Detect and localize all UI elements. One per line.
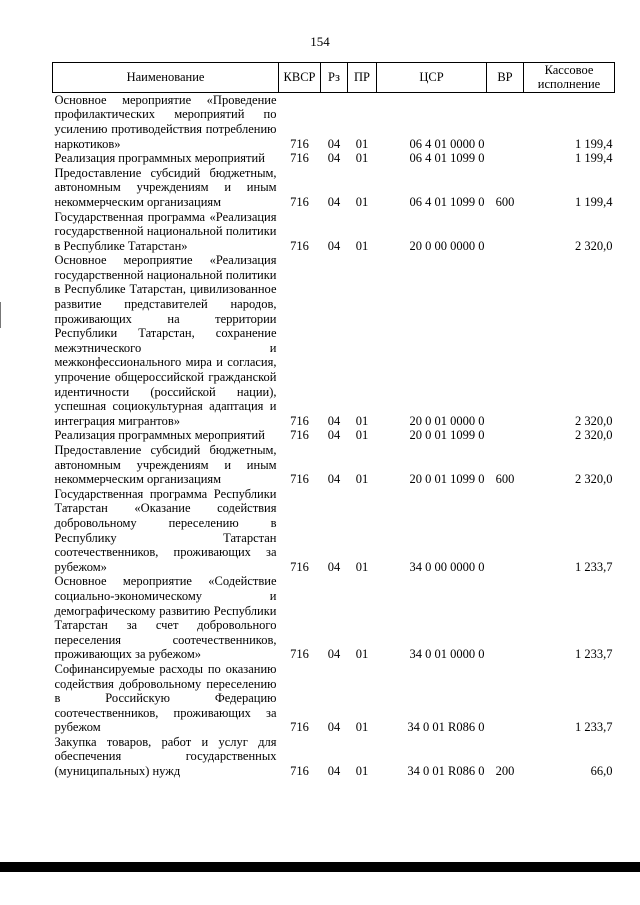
table-row [53, 487, 615, 575]
table-header [53, 63, 615, 93]
row-vr [487, 428, 524, 443]
row-kvsr: 716 [290, 194, 309, 209]
row-pr: 01 [355, 136, 369, 151]
row-rz: 04 [327, 472, 341, 487]
row-kvsr: 716 [290, 428, 309, 443]
row-rz: 04 [327, 136, 341, 151]
row-name: Основное мероприятие «Реализация государственной национальной политики в Республике Татарстан, цивилизованное развитие представителей народов, проживающих на территории Республики Татарстан, сохранение межэтнического и межконфессионального мира и согласия, упрочение общероссийской гражданской идентичности (российской нации), успешная социокультурная адаптация и интеграция мигрантов» [54, 253, 277, 428]
table-row [53, 428, 615, 443]
row-kvsr: 716 [290, 764, 309, 779]
row-amount: 2 320,0 [575, 413, 613, 428]
row-rz: 04 [327, 559, 341, 574]
margin-mark [0, 302, 1, 328]
row-vr: 600 [495, 472, 515, 487]
budget-table [52, 62, 615, 779]
row-csr: 20 0 01 1099 0 [409, 472, 485, 487]
row-vr [487, 574, 524, 662]
row-pr: 01 [355, 472, 369, 487]
row-name: Закупка товаров, работ и услуг для обеспечения государственных (муниципальных) нужд [54, 734, 277, 779]
row-kvsr: 716 [290, 151, 309, 166]
table-row [53, 443, 615, 487]
row-csr: 06 4 01 0000 0 [409, 136, 485, 151]
row-kvsr: 716 [290, 472, 309, 487]
row-name: Реализация программных мероприятий [54, 151, 265, 166]
row-csr: 34 0 01 0000 0 [409, 647, 485, 662]
row-amount: 2 320,0 [575, 428, 613, 443]
table-row [53, 92, 615, 151]
row-amount: 1 233,7 [575, 647, 613, 662]
row-kvsr: 716 [290, 238, 309, 253]
table-row [53, 574, 615, 662]
table-row [53, 253, 615, 428]
row-rz: 04 [327, 720, 341, 735]
row-vr [487, 487, 524, 575]
row-pr: 01 [355, 647, 369, 662]
row-rz: 04 [327, 764, 341, 779]
row-amount: 1 199,4 [575, 194, 613, 209]
bottom-bar [0, 862, 640, 872]
row-rz: 04 [327, 413, 341, 428]
row-amount: 1 233,7 [575, 720, 613, 735]
row-csr: 34 0 00 0000 0 [409, 559, 485, 574]
row-name: Государственная программа Республики Татарстан «Оказание содействия добровольному переселению в Республику Татарстан соотечественников, проживающих за рубежом» [54, 486, 277, 574]
row-amount: 2 320,0 [575, 472, 613, 487]
table-row [53, 735, 615, 779]
header-pr: ПР [348, 63, 377, 93]
header-name: Наименование [53, 63, 279, 93]
row-name: Предоставление субсидий бюджетным, автономным учреждениям и иным некоммерческим организациям [54, 443, 277, 487]
row-name: Реализация программных мероприятий [54, 428, 265, 443]
row-pr: 01 [355, 194, 369, 209]
row-kvsr: 716 [290, 136, 309, 151]
row-amount: 66,0 [590, 764, 613, 779]
row-vr [487, 253, 524, 428]
row-amount: 1 199,4 [575, 136, 613, 151]
table-row [53, 662, 615, 735]
row-rz: 04 [327, 194, 341, 209]
row-amount: 1 233,7 [575, 559, 613, 574]
row-name: Софинансируемые расходы по оказанию содействия добровольному переселению в Российскую Федерацию соотечественников, проживающих за рубежом [54, 661, 277, 735]
row-pr: 01 [355, 764, 369, 779]
header-csr: ЦСР [377, 63, 487, 93]
row-csr: 34 0 01 R086 0 [407, 764, 485, 779]
header-rz: Рз [321, 63, 348, 93]
row-pr: 01 [355, 413, 369, 428]
table-row [53, 210, 615, 254]
header-kvsr: КВСР [279, 63, 321, 93]
table-body [53, 92, 615, 778]
row-pr: 01 [355, 720, 369, 735]
row-pr: 01 [355, 559, 369, 574]
row-rz: 04 [327, 647, 341, 662]
row-vr [487, 92, 524, 151]
row-kvsr: 716 [290, 647, 309, 662]
row-vr [487, 151, 524, 166]
row-pr: 01 [355, 151, 369, 166]
header-amount: Кассовое исполнение [524, 63, 615, 93]
page-number: 154 [310, 34, 330, 49]
row-kvsr: 716 [290, 559, 309, 574]
row-name: Государственная программа «Реализация государственной национальной политики в Республике Татарстан» [54, 209, 277, 253]
row-csr: 20 0 00 0000 0 [409, 238, 485, 253]
row-csr: 20 0 01 1099 0 [409, 428, 485, 443]
row-rz: 04 [327, 428, 341, 443]
row-vr [487, 662, 524, 735]
row-vr: 600 [495, 194, 515, 209]
row-csr: 20 0 01 0000 0 [409, 413, 485, 428]
row-vr [487, 210, 524, 254]
row-vr: 200 [495, 764, 515, 779]
row-name: Предоставление субсидий бюджетным, автономным учреждениям и иным некоммерческим организациям [54, 165, 277, 209]
row-kvsr: 716 [290, 413, 309, 428]
row-csr: 34 0 01 R086 0 [407, 720, 485, 735]
row-csr: 06 4 01 1099 0 [409, 151, 485, 166]
row-rz: 04 [327, 238, 341, 253]
row-kvsr: 716 [290, 720, 309, 735]
row-rz: 04 [327, 151, 341, 166]
row-amount: 1 199,4 [575, 151, 613, 166]
row-pr: 01 [355, 428, 369, 443]
row-pr: 01 [355, 238, 369, 253]
row-amount: 2 320,0 [575, 238, 613, 253]
table-row [53, 151, 615, 166]
row-name: Основное мероприятие «Проведение профилактических мероприятий по усилению противодействия потреблению наркотиков» [54, 92, 277, 151]
table-row [53, 166, 615, 210]
header-vr: ВР [487, 63, 524, 93]
row-name: Основное мероприятие «Содействие социально-экономическому и демографическому развитию Республики Татарстан за счет добровольного переселения соотечественников, проживающих за рубежом» [54, 574, 277, 662]
row-csr: 06 4 01 1099 0 [409, 194, 485, 209]
